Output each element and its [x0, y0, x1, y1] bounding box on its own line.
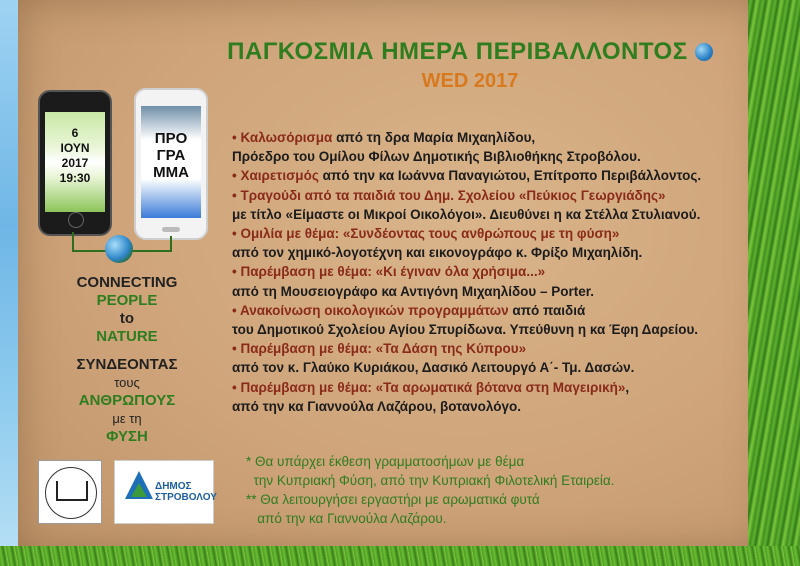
municipality-name [155, 481, 217, 503]
agenda-text: με τίτλο «Είμαστε οι Μικροί Οικολόγοι». Διευθύνει η κα Στέλλα Στυλιανού. [232, 206, 701, 222]
programme-line-1: ΠΡΟ [154, 130, 188, 147]
bullet-icon: • [232, 168, 241, 184]
bullet-icon: • [232, 341, 241, 357]
agenda-row [232, 205, 752, 224]
agenda-highlight: Παρέμβαση με θέμα: «Τα αρωματικά βότανα στη Μαγειρική» [240, 379, 626, 395]
bullet-icon: • [232, 187, 241, 203]
agenda-text: Πρόεδρο του Ομίλου Φίλων Δημοτικής Βιβλιοθήκης Στροβόλου. [232, 149, 641, 165]
agenda-highlight: Χαιρετισμός [240, 168, 319, 184]
agenda-text: του Δημοτικού Σχολείου Αγίου Σπυρίδωνα. Υπεύθυνη η κα Έφη Δαρείου. [232, 322, 699, 338]
agenda-highlight: Τραγούδι από τα παιδιά του Δημ. Σχολείου «Πεύκιος Γεωργιάδης» [240, 187, 666, 203]
agenda-text: , [625, 379, 630, 395]
agenda-row [232, 378, 752, 397]
agenda-row [232, 243, 752, 262]
bullet-icon: • [232, 379, 241, 395]
agenda-row [232, 262, 752, 281]
slogan-gr-1: ΣΥΝΔΕΟΝΤΑΣ [76, 356, 178, 373]
agenda-highlight: Ανακοίνωση οικολογικών προγραμμάτων [239, 302, 509, 318]
bullet-icon: • [232, 130, 241, 145]
library-friends-logo [38, 460, 102, 524]
slogan-gr-4: με τη [112, 411, 142, 426]
agenda-row [232, 282, 752, 301]
book-icon [56, 481, 88, 501]
agenda-row [232, 320, 752, 339]
slogan-en-4: NATURE [96, 328, 158, 345]
agenda-highlight: Παρέμβαση με θέμα: «Κι έγιναν όλα χρήσιμα...» [240, 264, 546, 280]
agenda-highlight: Καλωσόρισμα [240, 130, 333, 145]
title-text: ΠΑΓΚΟΣΜΙΑ ΗΜΕΡΑ ΠΕΡΙΒΑΛΛΟΝΤΟΣ [227, 38, 688, 65]
home-bar-icon [162, 227, 180, 232]
globe-icon [695, 43, 713, 61]
poster-subtitle: WED 2017 [421, 70, 519, 92]
slogan-en-1: CONNECTING [76, 274, 178, 291]
phone-programme-screen [141, 106, 201, 218]
municipality-name-1: ΔΗΜΟΣ [155, 481, 192, 492]
agenda-row [232, 186, 752, 205]
note-line: * Θα υπάρχει έκθεση γραμματοσήμων με θέμα [246, 454, 525, 469]
slogan-en-2: PEOPLE [96, 292, 158, 309]
programme-line-3: ΜΜΑ [153, 164, 189, 181]
grass-border-bottom [0, 546, 800, 566]
bullet-icon: • [232, 302, 240, 318]
date-year: 2017 [61, 156, 89, 170]
programme-agenda [232, 128, 752, 416]
agenda-text: από τον κ. Γλαύκο Κυριάκου, Δασικό Λειτουργό Α΄- Τμ. Δασών. [232, 360, 635, 376]
date-month: ΙΟΥΝ [60, 141, 90, 155]
slogan-en-3: to [119, 310, 135, 327]
bullet-icon: • [232, 264, 241, 280]
agenda-text: από τη δρα Μαρία Μιχαηλίδου, [332, 130, 536, 145]
slogan-gr-3: ΑΝΘΡΩΠΟΥΣ [78, 392, 176, 409]
poster-title [190, 38, 750, 66]
bullet-icon: • [232, 226, 241, 242]
agenda-row [232, 339, 752, 358]
inner-triangle-icon [131, 483, 147, 497]
phone-programme [134, 88, 208, 240]
slogan-gr-5: ΦΥΣΗ [106, 428, 148, 445]
note-line: την Κυπριακή Φύση, από την Κυπριακή Φιλοτελική Εταιρεία. [246, 473, 615, 488]
agenda-row [232, 147, 752, 166]
agenda-row [232, 166, 752, 185]
agenda-text: από τον χημικό-λογοτέχνη και εικονογράφο κ. Φρίξο Μιχαηλίδη. [232, 245, 643, 261]
municipality-name-2: ΣΤΡΟΒΟΛΟΥ [155, 492, 217, 503]
agenda-row [232, 224, 752, 243]
phone-date [38, 90, 112, 236]
agenda-text: από την κα Ιωάννα Παναγιώτου, Επίτροπο Περιβάλλοντος. [318, 168, 702, 184]
agenda-highlight: Παρέμβαση με θέμα: «Τα Δάση της Κύπρου» [240, 341, 527, 357]
agenda-text: από παιδιά [508, 302, 586, 318]
slogan-block [52, 274, 202, 446]
home-button-icon [68, 212, 84, 228]
programme-line-2: ΓΡΑ [156, 147, 186, 164]
agenda-row [232, 397, 752, 416]
agenda-row [232, 358, 752, 377]
date-day: 6 [71, 126, 79, 140]
note-line: από την κα Γιαννούλα Λαζάρου. [246, 511, 447, 526]
earth-icon [105, 235, 133, 263]
agenda-text: από τη Μουσειογράφο κα Αντιγόνη Μιχαηλίδου – Porter. [232, 283, 595, 299]
slogan-gr-2: τους [114, 375, 140, 390]
phone-date-screen [45, 112, 105, 212]
agenda-row [232, 128, 752, 147]
agenda-row [232, 301, 752, 320]
note-line: ** Θα λειτουργήσει εργαστήρι με αρωματικά φυτά [246, 492, 540, 507]
agenda-text: από την κα Γιαννούλα Λαζάρου, βοτανολόγο. [232, 398, 521, 414]
programme-notes [246, 452, 756, 528]
date-time: 19:30 [59, 171, 91, 185]
municipality-logo [114, 460, 217, 524]
agenda-highlight: Ομιλία με θέμα: «Συνδέοντας τους ανθρώπους με τη φύση» [240, 226, 620, 242]
